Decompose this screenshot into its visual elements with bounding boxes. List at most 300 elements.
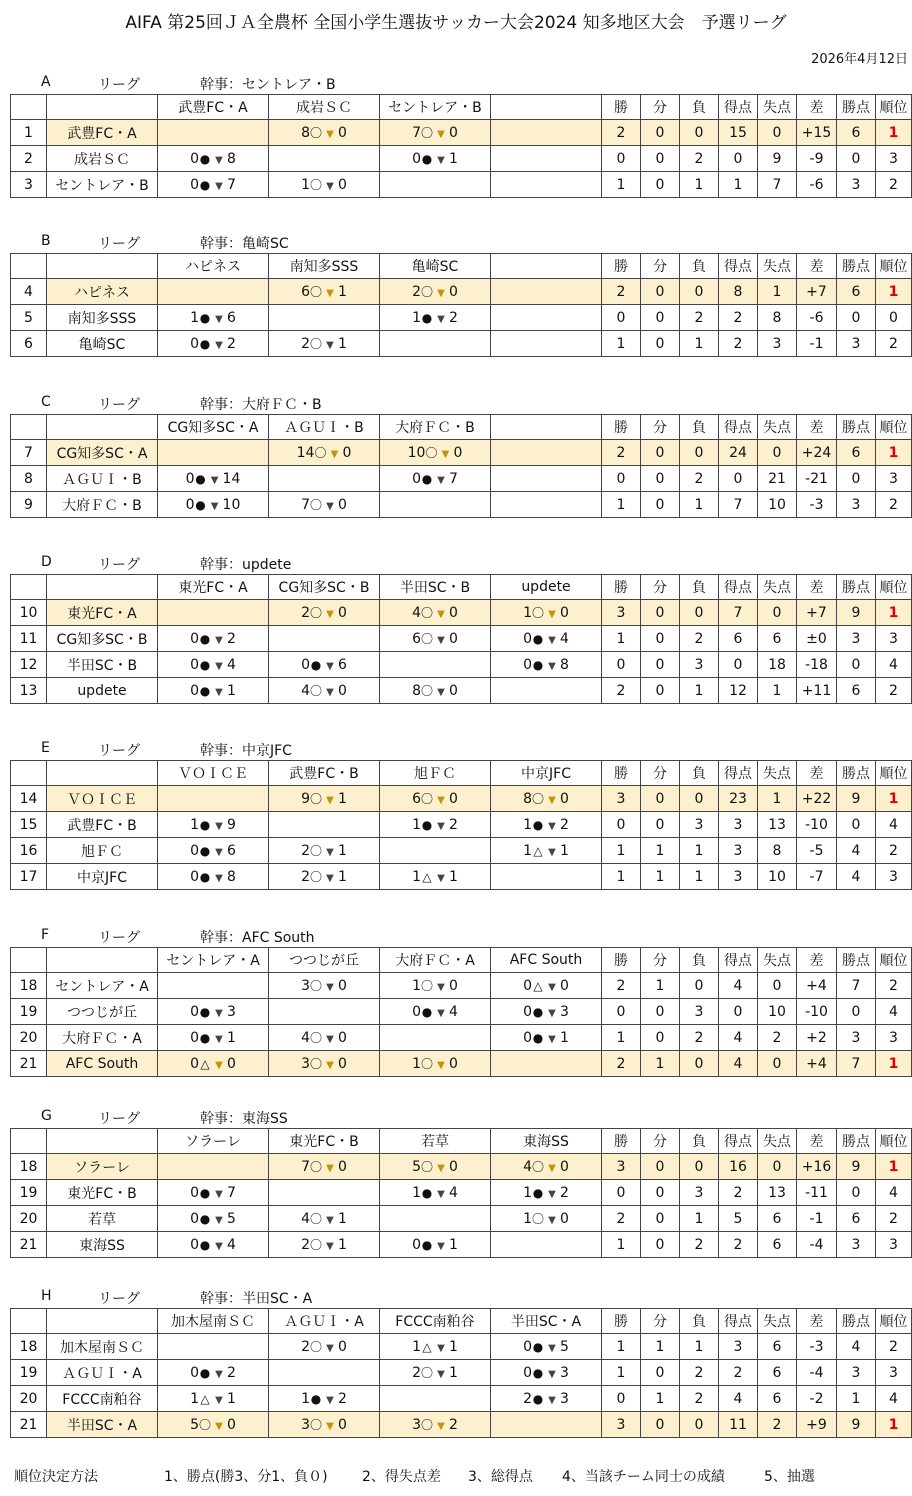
team-stat: 9 [837,1154,876,1180]
score-for: 5 [190,1417,199,1433]
team-stat: 3 [602,1154,641,1180]
stat-header: 勝 [602,95,641,120]
table-header-row [11,575,912,600]
score-against: 4 [227,1236,236,1253]
row-number: 19 [11,1180,47,1206]
team-stat: 0 [758,1051,797,1077]
stat-header: 得点 [719,95,758,120]
header-blank [47,415,158,440]
score-against: 1 [338,1211,347,1227]
league-header [0,233,912,253]
league-host [200,554,291,574]
team-stat: 2 [719,1180,758,1206]
opponent-header: 半田SC・B [380,575,491,600]
score-against: 0 [338,1056,347,1072]
table-row [11,1334,912,1360]
team-stat: -11 [797,1180,837,1206]
chevron-down-icon: ▼ [548,660,556,672]
match-result [158,1360,269,1386]
league-header [0,927,912,947]
chevron-down-icon: ▼ [441,449,450,460]
row-number: 14 [11,786,47,812]
league-header [0,1108,912,1128]
table-row [11,1386,912,1412]
team-name: ソラーレ [47,1154,158,1180]
header-blank [11,415,47,440]
score-for: 4 [523,1159,532,1175]
score-against: 1 [449,1338,458,1355]
result-mark: 〇 [199,1418,212,1432]
result-mark: ● [421,151,433,166]
match-result [491,331,602,357]
team-stat: 5 [719,1206,758,1232]
table-row [11,440,912,466]
team-name: 東光FC・B [47,1180,158,1206]
chevron-down-icon: ▼ [326,340,334,351]
table-row [11,1206,912,1232]
team-stat: 0 [719,652,758,678]
match-result [380,973,491,999]
score-for: 3 [412,1417,421,1433]
score-against: 7 [227,176,236,193]
chevron-down-icon: ▼ [548,1163,556,1174]
opponent-header: updete [491,575,602,600]
match-result [269,812,380,838]
team-stat: 7 [719,492,758,518]
result-mark: △ [200,1056,210,1071]
match-result [269,1360,380,1386]
team-stat: 1 [876,786,912,812]
score-for: 0 [412,1236,421,1253]
team-stat: 6 [758,1206,797,1232]
match-result [380,864,491,890]
team-stat: 9 [837,1412,876,1438]
score-for: 3 [301,1417,310,1433]
match-result [269,331,380,357]
league-letter: B [41,233,51,249]
result-mark: 〇 [310,498,323,512]
table-row [11,331,912,357]
row-number: 13 [11,678,47,704]
team-stat: 2 [758,1025,797,1051]
match-result [269,864,380,890]
team-stat: 0 [641,1232,680,1258]
team-stat: 2 [680,1025,719,1051]
team-stat: 0 [641,1025,680,1051]
score-against: 0 [338,1159,347,1175]
team-stat: 7 [837,1051,876,1077]
score-for: 2 [301,336,310,352]
team-stat: 3 [719,864,758,890]
result-mark: ● [199,869,211,884]
match-result [158,838,269,864]
score-against: 0 [338,683,347,699]
team-stat: 7 [719,600,758,626]
chevron-down-icon: ▼ [326,1034,334,1045]
score-for: 1 [523,605,532,621]
match-result [158,172,269,198]
chevron-down-icon: ▼ [437,1007,445,1019]
score-for: 0 [190,1364,199,1381]
match-result [380,1334,491,1360]
team-stat: -3 [797,1334,837,1360]
team-stat: 3 [837,1232,876,1258]
team-name: AFC South [47,1051,158,1077]
stat-header: 分 [641,95,680,120]
chevron-down-icon: ▼ [437,872,445,884]
team-stat: 2 [602,120,641,146]
result-mark: ● [532,631,544,646]
match-result [491,1154,602,1180]
match-result [158,1025,269,1051]
row-number: 10 [11,600,47,626]
team-stat: -10 [797,999,837,1025]
team-stat: 1 [876,1154,912,1180]
match-result [380,999,491,1025]
result-mark: 〇 [532,1160,545,1174]
team-stat: 2 [602,279,641,305]
result-mark: 〇 [421,684,434,698]
stat-header: 分 [641,1309,680,1334]
score-against: 4 [227,656,236,673]
chevron-down-icon: ▼ [326,1421,334,1432]
stat-header: 失点 [758,95,797,120]
match-result [380,1206,491,1232]
team-stat: 4 [719,973,758,999]
score-against: 1 [449,1236,458,1253]
result-mark: ● [532,817,544,832]
match-result [491,1206,602,1232]
match-result [269,1386,380,1412]
team-stat: 2 [719,1360,758,1386]
league-table [10,94,912,198]
opponent-header: 東海SS [491,1129,602,1154]
team-stat: -1 [797,1206,837,1232]
score-for: 4 [301,683,310,699]
score-for: 4 [412,605,421,621]
match-result [491,1412,602,1438]
table-row [11,999,912,1025]
stat-header: 得点 [719,575,758,600]
match-result [269,838,380,864]
team-stat: +4 [797,973,837,999]
score-for: 0 [190,842,199,859]
host-prefix: 幹事： [200,1111,242,1127]
opponent-header: ハピネス [158,254,269,279]
stat-header: 負 [680,95,719,120]
header-blank [11,948,47,973]
match-result [158,786,269,812]
score-for: 1 [412,868,421,885]
stat-header: 失点 [758,948,797,973]
match-result [158,305,269,331]
chevron-down-icon: ▼ [215,846,223,858]
team-name: FCCC南粕谷 [47,1386,158,1412]
opponent-header: ソラーレ [158,1129,269,1154]
chevron-down-icon: ▼ [548,846,556,858]
match-result [380,492,491,518]
table-row [11,864,912,890]
team-stat: 6 [837,1206,876,1232]
team-stat: 3 [837,172,876,198]
team-stat: 2 [876,973,912,999]
team-stat: 3 [602,786,641,812]
league-table [10,574,912,704]
chevron-down-icon: ▼ [326,982,334,993]
team-stat: 0 [680,440,719,466]
chevron-down-icon: ▼ [437,635,445,646]
result-mark: △ [533,843,543,858]
table-row [11,1051,912,1077]
team-stat: 1 [680,1206,719,1232]
table-row [11,812,912,838]
team-stat: 0 [602,305,641,331]
league-word: リーグ [98,1291,140,1307]
league-header [0,740,912,760]
result-mark: 〇 [421,126,434,140]
match-result [380,1154,491,1180]
row-number: 9 [11,492,47,518]
chevron-down-icon: ▼ [215,820,223,832]
score-for: 1 [301,177,310,193]
ranking-rule: 1、勝点(勝3、分1、負０) [164,1469,328,1485]
row-number: 17 [11,864,47,890]
team-stat: 1 [602,1360,641,1386]
league-table [10,760,912,890]
team-stat: 6 [758,1334,797,1360]
score-against: 0 [338,1030,347,1046]
team-stat: 0 [758,440,797,466]
team-stat: -4 [797,1232,837,1258]
score-against: 0 [338,177,347,193]
team-stat: 1 [758,279,797,305]
team-stat: 6 [758,1232,797,1258]
chevron-down-icon: ▼ [548,1342,556,1354]
team-name: CG知多SC・A [47,440,158,466]
score-for: 0 [523,1364,532,1381]
score-for: 0 [523,1003,532,1020]
team-stat: 16 [719,1154,758,1180]
chevron-down-icon: ▼ [548,820,556,832]
team-stat: 0 [641,120,680,146]
match-result [380,120,491,146]
stat-header: 順位 [876,95,912,120]
table-row [11,626,912,652]
chevron-down-icon: ▼ [437,1060,445,1071]
chevron-down-icon: ▼ [215,313,223,325]
score-for: 5 [412,1159,421,1175]
team-stat: 2 [719,305,758,331]
stat-header: 得点 [719,1309,758,1334]
score-against: 5 [227,1210,236,1227]
score-against: 14 [222,470,241,487]
chevron-down-icon: ▼ [326,795,334,806]
opponent-header: ＶＯＩＣＥ [158,761,269,786]
opponent-header [491,95,602,120]
team-stat: 8 [758,305,797,331]
chevron-down-icon: ▼ [326,609,334,620]
score-for: 1 [412,1184,421,1201]
chevron-down-icon: ▼ [326,1060,334,1071]
score-for: 0 [190,682,199,699]
team-stat: 1 [602,626,641,652]
chevron-down-icon: ▼ [326,687,334,698]
team-stat: 0 [837,812,876,838]
team-stat: 9 [758,146,797,172]
score-against: 0 [227,1055,236,1072]
score-against: 1 [560,1029,569,1046]
score-for: 0 [190,656,199,673]
team-stat: 0 [837,999,876,1025]
team-stat: +9 [797,1412,837,1438]
chevron-down-icon: ▼ [215,154,223,166]
league-host [200,1288,312,1308]
opponent-header: 大府ＦＣ・B [380,415,491,440]
result-mark: ● [532,1004,544,1019]
chevron-down-icon: ▼ [326,129,334,140]
result-mark: 〇 [310,178,323,192]
team-stat: 2 [876,331,912,357]
score-against: 9 [227,816,236,833]
score-for: 1 [190,309,199,326]
chevron-down-icon: ▼ [437,1188,445,1200]
match-result [380,652,491,678]
match-result [158,279,269,305]
score-for: 0 [523,1338,532,1355]
chevron-down-icon: ▼ [215,1368,223,1380]
host-name: 亀崎SC [242,236,289,252]
score-for: 9 [301,791,310,807]
match-result [380,279,491,305]
header-blank [11,761,47,786]
score-for: 6 [412,631,421,647]
team-stat: 2 [876,1334,912,1360]
score-for: 0 [190,150,199,167]
score-against: 1 [449,150,458,167]
result-mark: 〇 [421,1366,434,1380]
report-date: 2026年4月12日 [811,52,908,67]
result-mark: 〇 [310,126,323,140]
score-against: 0 [560,1159,569,1175]
match-result [158,1334,269,1360]
result-mark: ● [532,1365,544,1380]
score-for: 0 [190,630,199,647]
team-stat: -21 [797,466,837,492]
opponent-header: 亀崎SC [380,254,491,279]
stat-header: 得点 [719,1129,758,1154]
match-result [491,172,602,198]
team-stat: 2 [876,838,912,864]
result-mark: ● [532,1030,544,1045]
team-stat: 6 [719,626,758,652]
team-stat: 0 [758,600,797,626]
team-stat: 9 [837,600,876,626]
team-stat: 0 [641,146,680,172]
score-for: 2 [301,605,310,621]
league-table [10,253,912,357]
result-mark: △ [422,869,432,884]
match-result [269,120,380,146]
score-against: 7 [449,470,458,487]
team-stat: 18 [758,652,797,678]
chevron-down-icon: ▼ [215,1007,223,1019]
score-for: 8 [412,683,421,699]
team-stat: 0 [641,1206,680,1232]
table-row [11,600,912,626]
stat-header: 勝点 [837,948,876,973]
team-stat: 3 [876,1232,912,1258]
result-mark: 〇 [532,792,545,806]
stat-header: 負 [680,948,719,973]
result-mark: 〇 [310,285,323,299]
team-stat: 1 [602,1334,641,1360]
team-stat: -1 [797,331,837,357]
result-mark: 〇 [310,1160,323,1174]
team-stat: 1 [602,492,641,518]
league-word: リーグ [98,1111,140,1127]
team-stat: +2 [797,1025,837,1051]
match-result [380,305,491,331]
team-name: 大府ＦＣ・A [47,1025,158,1051]
match-result [158,492,269,518]
score-against: 6 [227,842,236,859]
stat-header: 順位 [876,948,912,973]
result-mark: 〇 [421,1057,434,1071]
row-number: 2 [11,146,47,172]
ranking-rule: 3、総得点 [468,1469,533,1485]
league-word: リーグ [98,77,140,93]
team-stat: 6 [837,279,876,305]
league-header [0,394,912,414]
team-name: 武豊FC・B [47,812,158,838]
team-stat: 1 [876,1051,912,1077]
score-against: 2 [560,1184,569,1201]
stat-header: 勝 [602,948,641,973]
match-result [269,999,380,1025]
team-stat: 0 [602,1386,641,1412]
score-against: 0 [449,125,458,141]
stat-header: 失点 [758,1309,797,1334]
score-against: 0 [449,1159,458,1175]
stat-header: 負 [680,761,719,786]
league-header [0,554,912,574]
team-stat: 3 [680,812,719,838]
score-for: 0 [190,176,199,193]
score-against: 0 [338,497,347,513]
match-result [491,279,602,305]
chevron-down-icon: ▼ [210,500,219,512]
score-against: 1 [338,791,347,807]
score-for: 1 [412,309,421,326]
score-against: 0 [449,791,458,807]
chevron-down-icon: ▼ [215,872,223,884]
opponent-header: 東光FC・B [269,1129,380,1154]
stat-header: 勝 [602,575,641,600]
team-stat: 1 [680,331,719,357]
team-stat: 1 [641,1386,680,1412]
stat-header: 分 [641,575,680,600]
team-stat: 4 [837,864,876,890]
team-stat: 0 [837,466,876,492]
league-letter: H [41,1288,52,1304]
team-stat: 0 [602,999,641,1025]
score-for: 8 [301,125,310,141]
opponent-header: 成岩ＳＣ [269,95,380,120]
team-stat: +7 [797,279,837,305]
table-row [11,1360,912,1386]
chevron-down-icon: ▼ [215,1214,223,1226]
score-against: 2 [560,816,569,833]
